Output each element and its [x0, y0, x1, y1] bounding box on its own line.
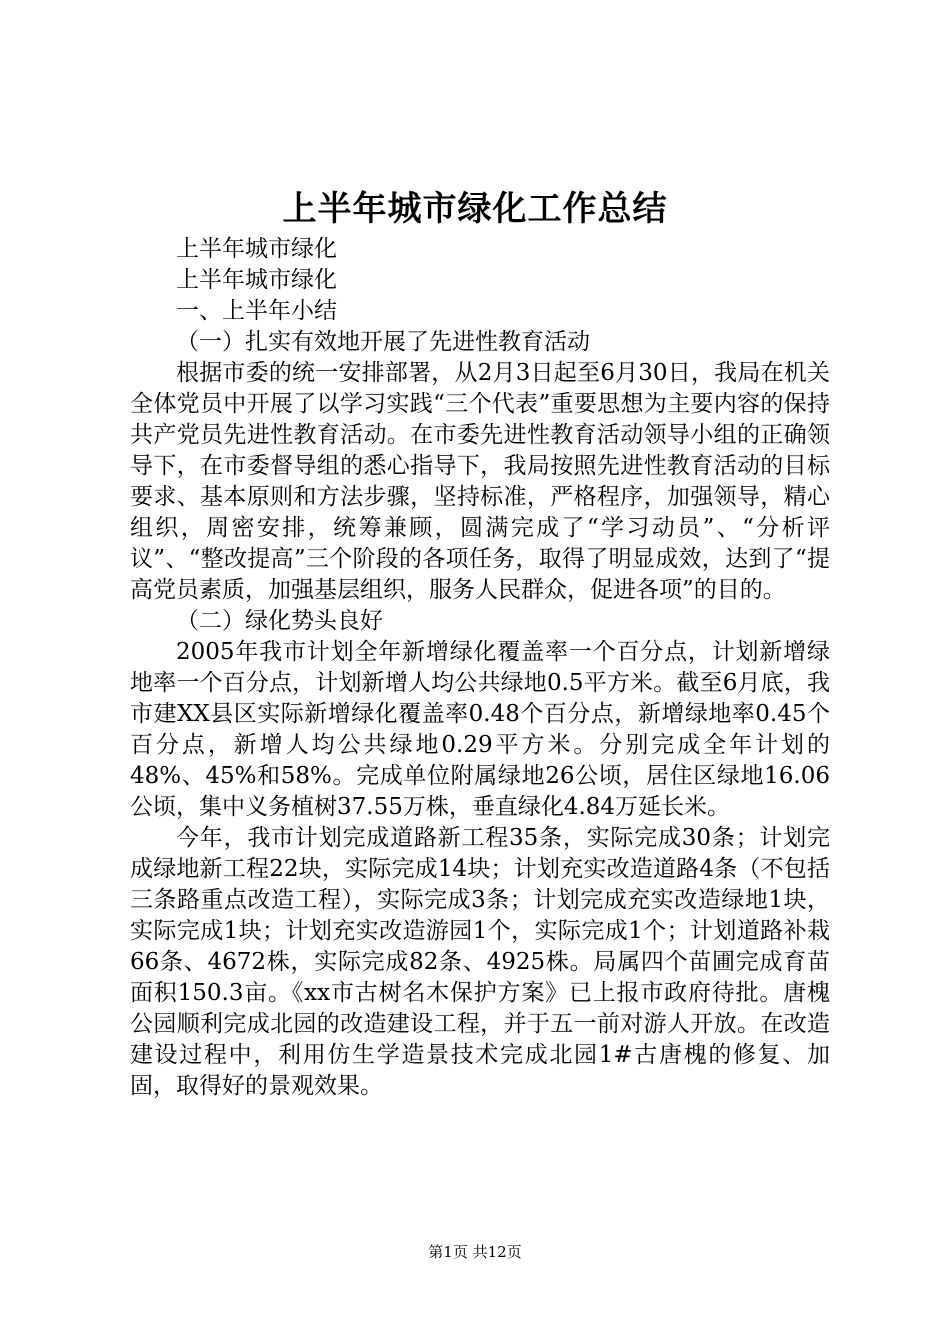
paragraph: 今年，我市计划完成道路新工程35条，实际完成30条；计划完成绿地新工程22块，实际完成14块；计划充实改造道路4条（不包括三条路重点改造工程），实际完成3条；计划完成充实改造绿地1块，实际完成1块；计划充实改造游园1个，实际完成1个；计划道路补栽66条、4672株，实际完成82条、4925株。局属四个苗圃完成育苗面积150.3亩。《xx市古树名木保护方案》已上报市政府待批。唐槐公园顺利完成北园的改造建设工程，并于五一前对游人开放。在改造建设过程中，利用仿生学造景技术完成北园1#古唐槐的修复、加固，取得好的景观效果。: [130, 825, 830, 1099]
paragraph: 上半年城市绿化: [176, 236, 337, 262]
document-title: 上半年城市绿化工作总结: [282, 189, 668, 229]
paragraph: 2005年我市计划全年新增绿化覆盖率一个百分点，计划新增绿地率一个百分点，计划新增人均公共绿地0.5平方米。截至6月底，我市建XX县区实际新增绿化覆盖率0.48个百分点，新增绿地率0.45个百分点，新增人均公共绿地0.29平方米。分别完成全年计划的48%、45%和58%。完成单位附属绿地26公顷，居住区绿地16.06公顷，集中义务植树37.55万株，垂直绿化4.84万延长米。: [130, 639, 830, 820]
page-footer: 第1页 共12页: [428, 1243, 522, 1261]
section-heading: 一、上半年小结: [176, 298, 337, 324]
paragraph: 上半年城市绿化: [176, 267, 337, 293]
subsection-heading: （一）扎实有效地开展了先进性教育活动: [176, 329, 590, 355]
subsection-heading: （二）绿化势头良好: [176, 608, 383, 634]
document-body: [130, 234, 830, 1102]
paragraph: 根据市委的统一安排部署，从2月3日起至6月30日，我局在机关全体党员中开展了以学习实践“三个代表”重要思想为主要内容的保持共产党员先进性教育活动。在市委先进性教育活动领导小组的正确领导下，在市委督导组的悉心指导下，我局按照先进性教育活动的目标要求、基本原则和方法步骤，坚持标准，严格程序，加强领导，精心组织，周密安排，统筹兼顾，圆满完成了“学习动员”、“分析评议”、“整改提高”三个阶段的各项任务，取得了明显成效，达到了“提高党员素质，加强基层组织，服务人民群众，促进各项”的目的。: [130, 360, 830, 603]
